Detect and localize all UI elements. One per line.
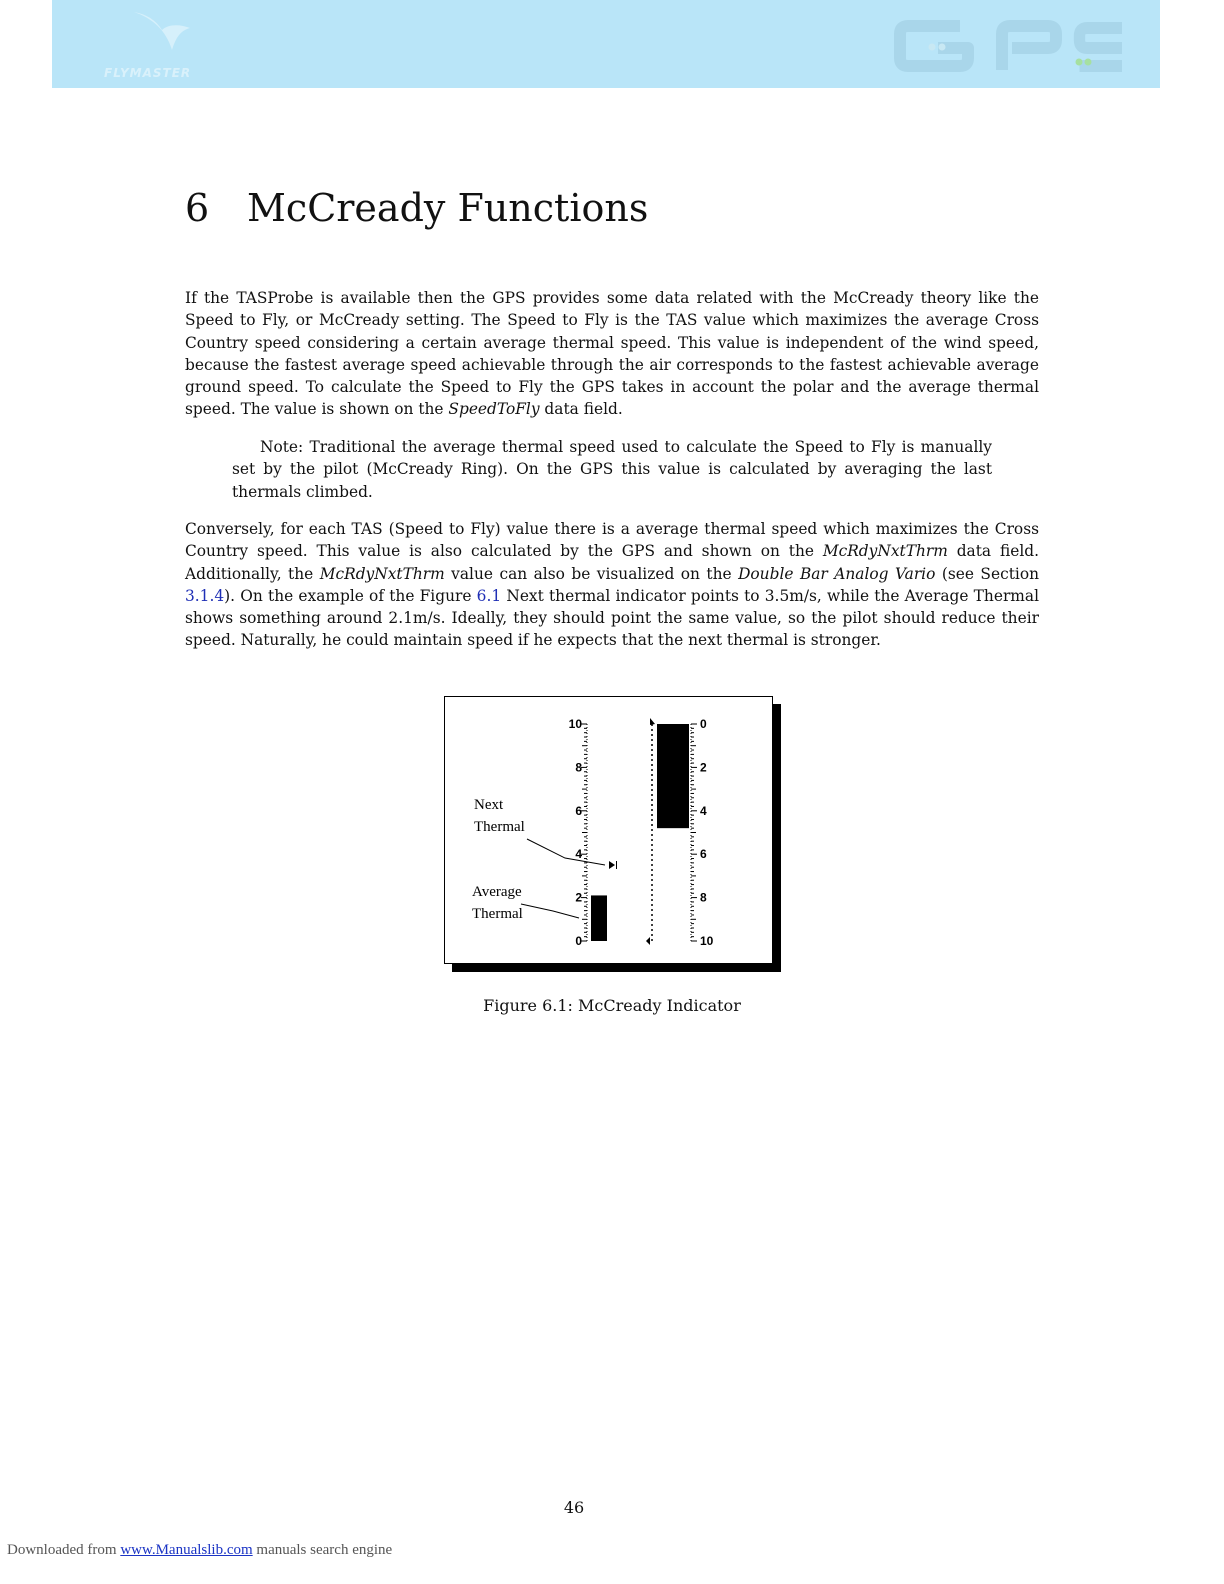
paragraph-mcready-next-thermal xyxy=(185,518,1039,652)
text-run: Conversely, for each TAS (Speed to Fly) value there is a average thermal speed which maximizes the Cross Country speed. This value is also calculated by the GPS and shown on the xyxy=(185,520,1039,561)
footer-suffix: manuals search engine xyxy=(252,1542,393,1558)
footer-prefix: Downloaded from xyxy=(7,1542,121,1558)
average-thermal-label-line1: Average xyxy=(472,884,522,900)
left-scale-label: 4 xyxy=(575,847,582,862)
section-title xyxy=(185,186,648,230)
text-run: ). On the example of the Figure xyxy=(224,586,477,605)
gps-logo xyxy=(842,14,1122,78)
wing-icon xyxy=(132,10,192,56)
manualslib-link[interactable]: www.Manualslib.com xyxy=(120,1542,253,1558)
text-run: data field. Additionally, the xyxy=(185,542,1040,583)
figure-caption: Figure 6.1: McCready Indicator xyxy=(483,996,741,1015)
text-run: value can also be visualized on the xyxy=(444,564,739,583)
footer xyxy=(7,1542,392,1559)
vario-graphic xyxy=(445,697,772,963)
section-link[interactable]: 3.1.4 xyxy=(185,586,225,605)
right-scale-label: 4 xyxy=(700,803,707,818)
top-marker-icon xyxy=(650,718,655,725)
flymaster-logo xyxy=(102,10,212,80)
right-scale-label: 10 xyxy=(700,934,714,948)
next-thermal-label-line1: Next xyxy=(474,797,504,813)
figure-frame xyxy=(444,696,773,964)
bottom-marker-icon xyxy=(646,937,650,945)
text-run: Next thermal indicator points to 3.5m/s, while the Average Thermal shows something around 2.1m/s. Ideally, they should point the same value, so the pilot should reduce their speed. Naturally, he could maintain speed if he expects that the next thermal is stronger. xyxy=(185,586,1039,650)
brand-text: FLYMASTER xyxy=(104,66,192,80)
page-number: 46 xyxy=(563,1498,585,1517)
next-thermal-marker-icon xyxy=(609,861,617,869)
left-scale-labels xyxy=(569,717,583,948)
paragraph-speed-to-fly xyxy=(185,287,1039,421)
field-name: McRdyNxtThrm xyxy=(822,542,948,561)
average-thermal-label-line2: Thermal xyxy=(472,906,523,922)
field-name: SpeedToFly xyxy=(448,400,540,419)
field-name: McRdyNxtThrm xyxy=(319,564,445,583)
left-scale-label: 10 xyxy=(568,717,582,731)
mccready-figure xyxy=(444,696,782,974)
note-paragraph: Note: Traditional the average thermal speed used to calculate the Speed to Fly is manually set by the pilot (McCready Ring). On the GPS this value is calculated by averaging the last thermals climbed. xyxy=(232,438,992,501)
text-run: data field. xyxy=(539,400,623,419)
right-scale-label: 8 xyxy=(700,890,707,905)
field-name: Double Bar Analog Vario xyxy=(738,564,936,583)
left-scale-ticks xyxy=(581,724,587,941)
right-scale-labels xyxy=(700,717,714,948)
section-title-text: McCready Functions xyxy=(247,186,649,230)
right-scale-label: 0 xyxy=(700,717,707,731)
average-thermal-bar xyxy=(591,895,607,941)
speed-bar xyxy=(657,724,689,828)
right-scale-ticks xyxy=(691,724,697,941)
text-run: If the TASProbe is available then the GPS provides some data related with the McCready theory like the Speed to Fly, or McCready setting. The Speed to Fly is the TAS value which maximizes the average Cross Country speed considering a certain average thermal speed. This value is independent of the wind speed, because the fastest average speed achievable through the air corresponds to the fastest achievable average ground speed. To calculate the Speed to Fly the GPS takes in account the polar and the average thermal speed. The value is shown on the xyxy=(185,289,1039,419)
text-run: (see Section xyxy=(935,564,1039,583)
left-scale-label: 8 xyxy=(575,760,582,775)
gps-logo-graphic xyxy=(842,14,1122,78)
left-scale-label: 6 xyxy=(575,803,582,818)
average-thermal-leader-line xyxy=(521,904,579,918)
header-banner xyxy=(52,0,1160,88)
next-thermal-label-line2: Thermal xyxy=(474,819,525,835)
section-number: 6 xyxy=(185,186,210,230)
left-scale-label: 0 xyxy=(575,934,582,948)
right-scale-label: 2 xyxy=(700,760,707,775)
next-thermal-leader-line xyxy=(527,839,605,865)
left-scale-label: 2 xyxy=(575,890,582,905)
right-scale-label: 6 xyxy=(700,847,707,862)
figure-link[interactable]: 6.1 xyxy=(476,586,502,605)
